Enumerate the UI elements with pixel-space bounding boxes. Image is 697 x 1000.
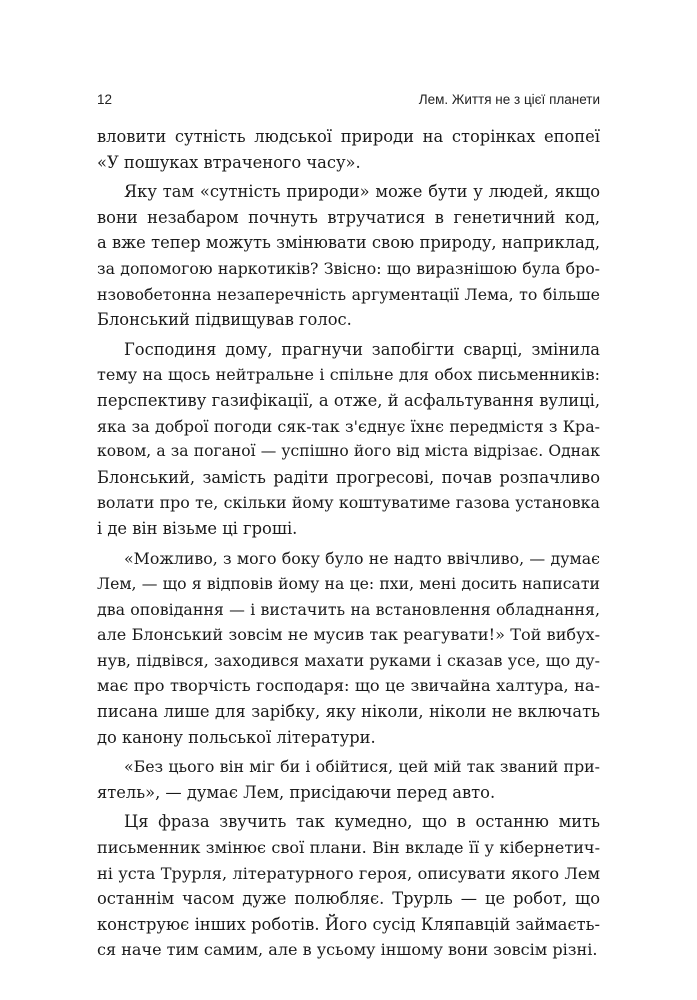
text-line: «У пошуках втраченого часу». [97,152,361,172]
text-line: має про творчість господаря: що це звичайна халтура, на- [97,676,600,696]
text-line: Ця фраза звучить так кумедно, що в останню мить [124,812,600,832]
text-line: ні уста Трурля, літературного героя, описувати якого Лем [97,863,600,883]
body-text [97,124,600,963]
text-line: але Блонський зовсім не мусив так реагувати!» Той вибух- [97,625,600,645]
text-line: ятель», — думає Лем, присідаючи перед авто. [97,782,496,802]
paragraph [97,809,600,963]
text-line: тему на щось нейтральне і спільне для обох письменників: [97,365,600,385]
text-line: вловити сутність людської природи на сторінках епопеї [97,127,600,146]
text-line: два оповідання — і вистачить на встановлення обладнання, [97,599,600,619]
text-line: Господиня дому, прагнучи запобігти сварці, змінила [124,339,600,359]
text-line: волати про те, скільки йому коштуватиме газова установка [97,493,600,513]
text-line: ковом, а за поганої — успішно його від міста відрізає. Однак [97,442,600,461]
running-header [97,92,600,112]
running-title: Лем. Життя не з цієї планети [418,92,600,107]
text-line: за допомогою наркотиків? Звісно: що виразнішою була бро- [97,258,600,278]
paragraph [97,124,600,175]
text-line: яка за доброї погоди сяк-так з'єднує їхнє передмістя з Кра- [97,416,600,436]
text-line: перспективу газифікації, а отже, й асфальтування вулиці, [97,390,600,410]
text-line: Блонський підвищував голос. [97,310,352,330]
text-line: до канону польської літератури. [97,727,376,747]
text-line: Яку там «сутність природи» може бути у людей, якщо [124,182,600,202]
text-line: і де він візьме ці гроші. [97,518,298,538]
text-line: писана лише для зарібку, яку ніколи, ніколи не включать [97,702,600,722]
text-line: нзовобетонна незаперечність аргументації Лема, то більше [97,284,600,304]
text-line: Лем, — що я відповів йому на це: пхи, мені досить написати [97,574,600,594]
text-line: «Без цього він міг би і обійтися, цей мій так званий при- [124,757,600,777]
text-line: нув, підвівся, заходився махати руками і сказав усе, що ду- [97,650,600,670]
text-line: останнім часом дуже полюбляє. Трурль — це робот, що [97,889,600,909]
page-number: 12 [97,92,113,107]
paragraph [97,179,600,333]
paragraph [97,337,600,542]
text-line: «Можливо, з мого боку було не надто ввічливо, — думає [124,548,600,568]
text-line: а вже тепер можуть змінювати свою природу, наприклад, [97,233,600,253]
text-line: ся наче тим самим, але в усьому іншому вони зовсім різні. [97,940,598,960]
text-line: Блонський, замість радіти прогресові, почав розпачливо [97,467,600,487]
paragraph [97,754,600,805]
text-line: вони незабаром почнуть втручатися в генетичний код, [97,207,600,227]
text-line: конструює інших роботів. Його сусід Кляпавцій займаєть- [97,914,600,934]
text-line: письменник змінює свої плани. Він вкладе її у кібернетич- [97,838,600,858]
paragraph [97,546,600,751]
